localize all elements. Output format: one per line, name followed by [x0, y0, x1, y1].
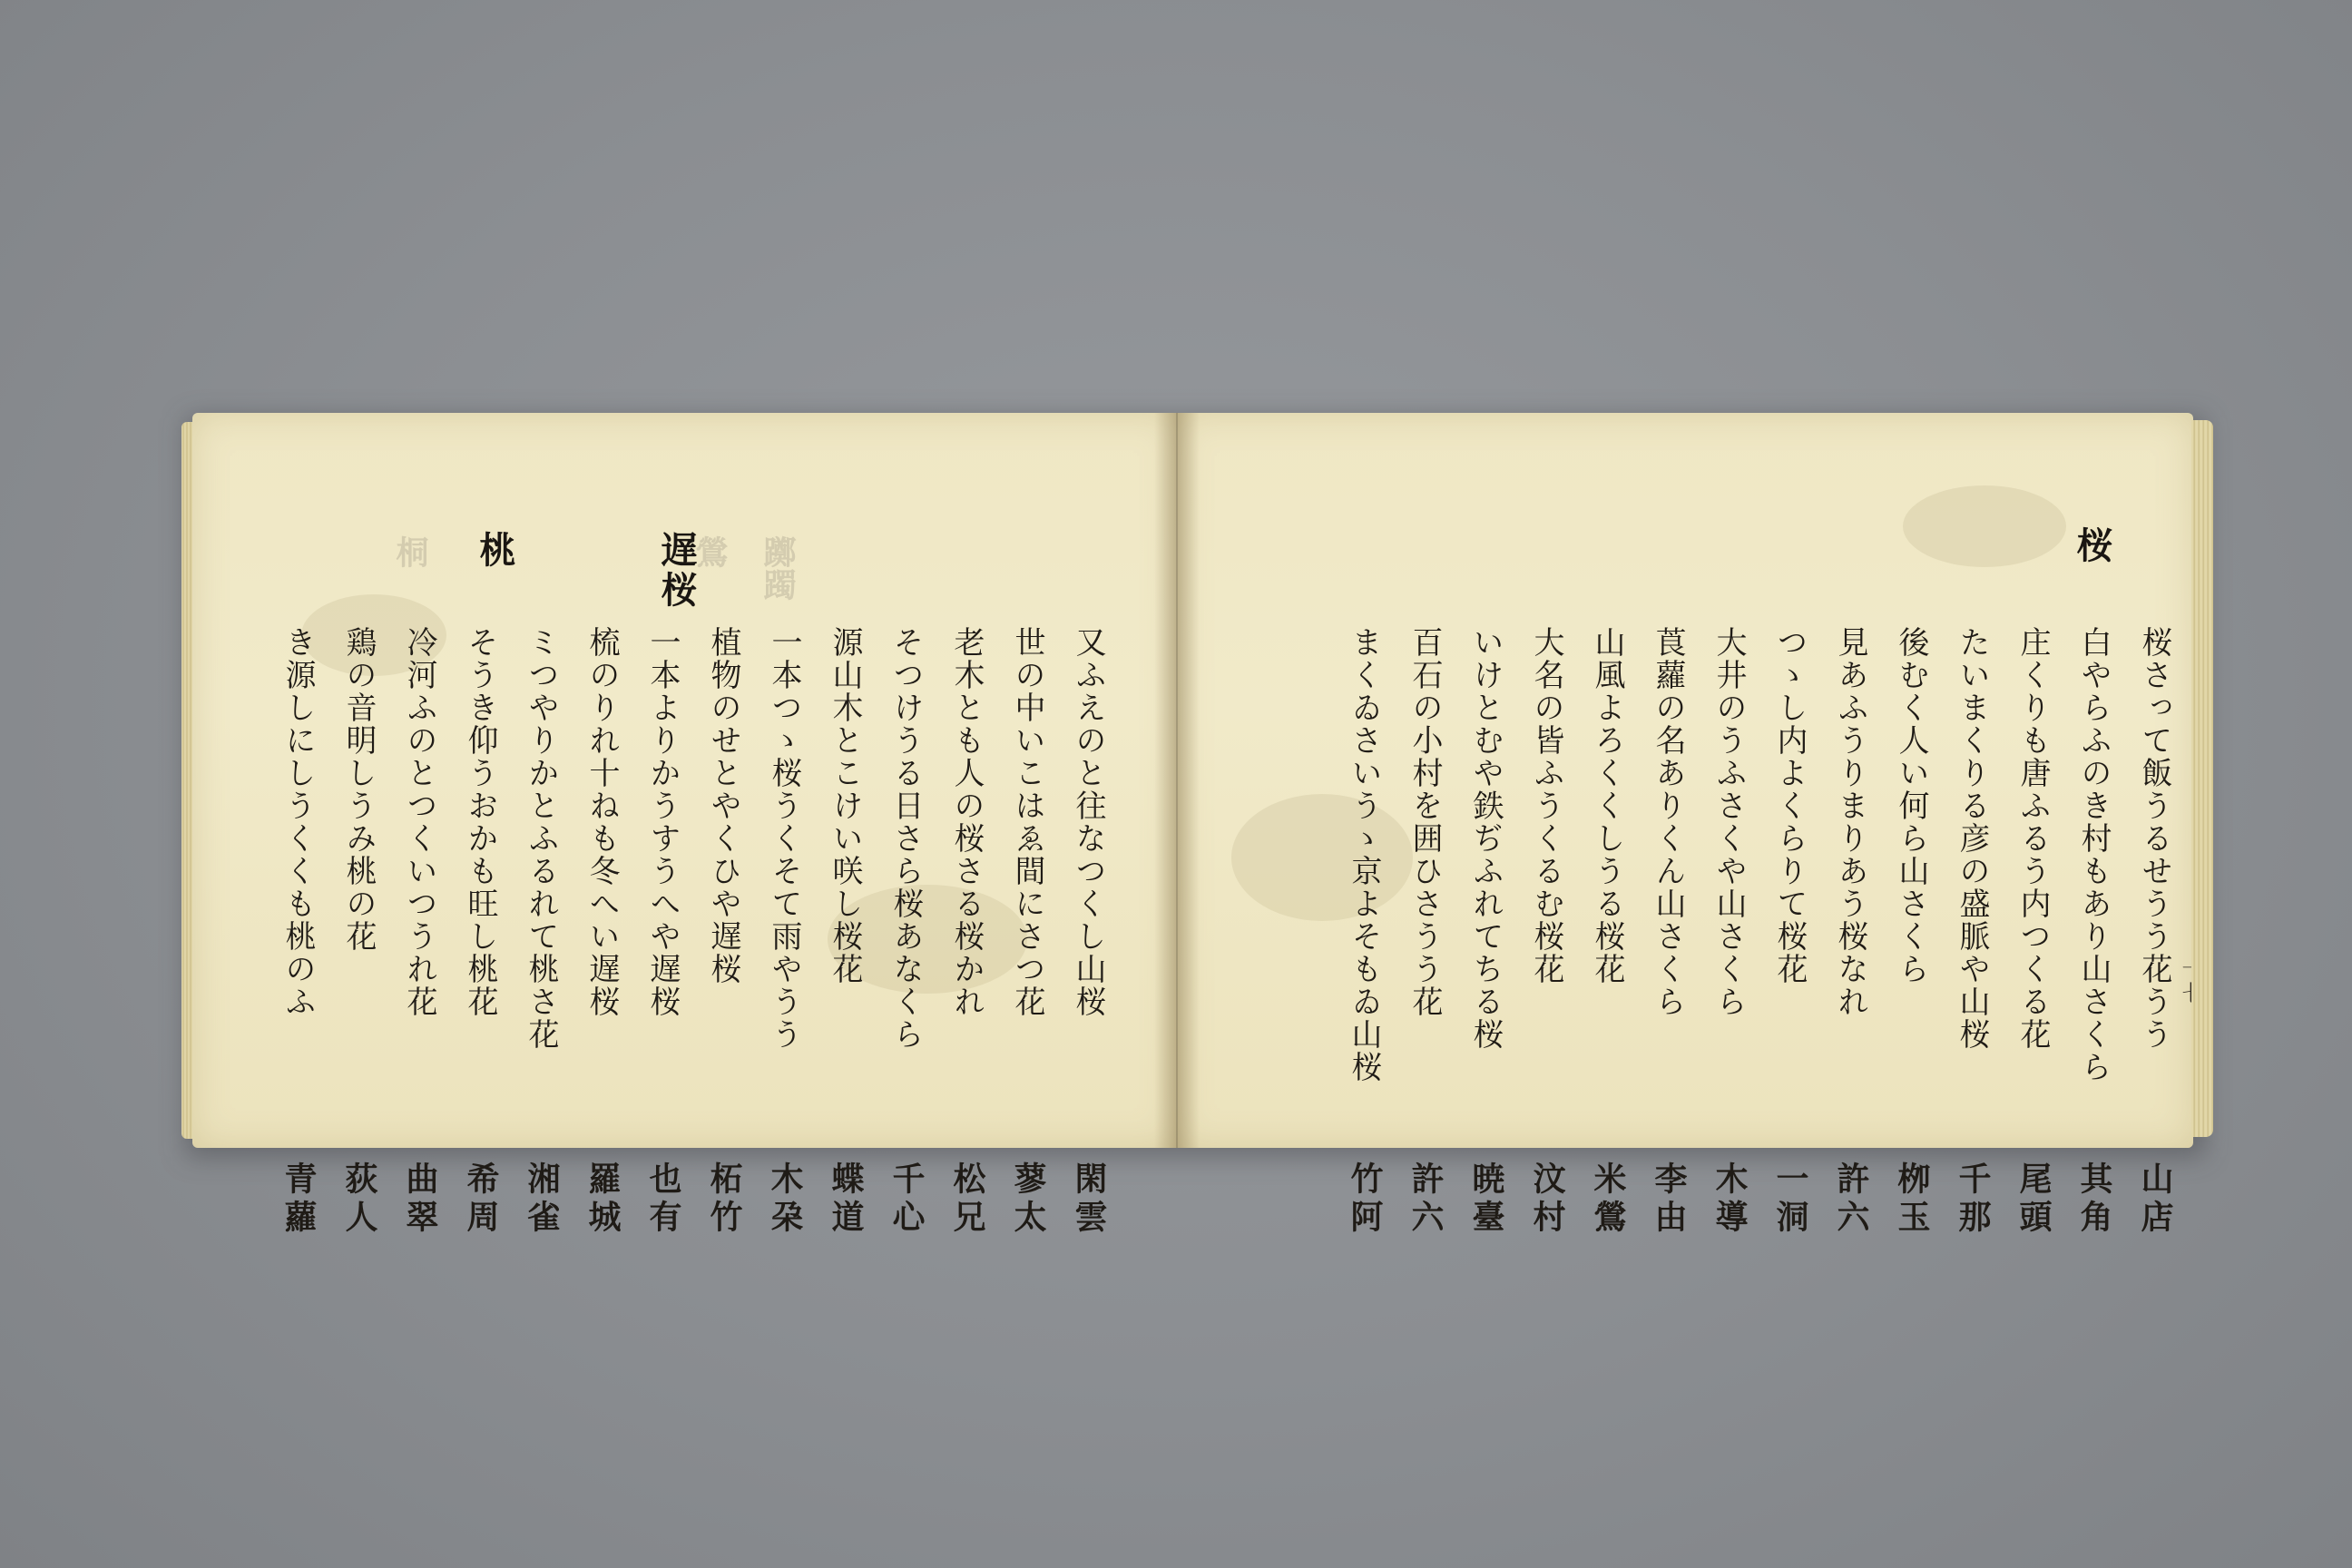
poet-name: 千心	[887, 1161, 926, 1238]
verse-column	[1589, 626, 1627, 1238]
verse-text: 大井のうふさくや山さくら	[1710, 626, 1747, 1018]
verse-column	[1954, 626, 1992, 1238]
verse-column	[1346, 626, 1384, 1238]
poet-name: 尾頭	[2014, 1161, 2053, 1238]
poet-name: 希周	[462, 1161, 500, 1238]
poet-name: 許六	[1406, 1161, 1445, 1238]
poet-name: 李由	[1650, 1161, 1688, 1238]
poet-name: 木導	[1710, 1161, 1749, 1238]
paper-stain	[1231, 794, 1413, 921]
verse-column	[1771, 626, 1809, 1238]
poet-name: 千那	[1954, 1161, 1992, 1238]
poet-name: 米鶯	[1589, 1161, 1627, 1238]
verse-column	[279, 626, 318, 1238]
verse-text: 莨蘿の名ありくん山さくら	[1650, 626, 1686, 1018]
verse-column	[2136, 626, 2174, 1238]
poet-name: 暁臺	[1467, 1161, 1505, 1238]
verse-text: 白やらふのき村もあり山さくら	[2075, 626, 2112, 1083]
verse-text: ミつやりかとふるれて桃さ花	[523, 626, 559, 1051]
poet-name: 荻人	[340, 1161, 378, 1238]
verse-column	[2014, 626, 2053, 1238]
section-heading-late-cherry: 遅桜	[655, 531, 698, 611]
poet-name: 蝶道	[827, 1161, 865, 1238]
open-book	[192, 413, 2193, 1238]
poet-name: 松兄	[948, 1161, 986, 1238]
show-through-text: 躑躅	[759, 535, 797, 601]
verse-column	[1710, 626, 1749, 1238]
verse-text: 一本よりかうすうへや遅桜	[644, 626, 681, 1018]
verse-column	[1893, 626, 1931, 1238]
poet-name: 木朶	[766, 1161, 804, 1238]
poet-name: 羅城	[583, 1161, 622, 1238]
section-heading-peach: 桃	[474, 531, 516, 571]
verse-column	[523, 626, 561, 1238]
poet-name: 許六	[1832, 1161, 1870, 1238]
verse-column	[2075, 626, 2113, 1238]
right-page	[1177, 413, 2193, 1238]
poet-name: 一洞	[1771, 1161, 1809, 1238]
verse-column	[340, 626, 378, 1238]
verse-column	[462, 626, 500, 1238]
verse-column	[1070, 626, 1108, 1238]
verse-text: 老木とも人の桜さる桜かれ	[948, 626, 985, 1018]
verse-text: 鶏の音明しうみ桃の花	[340, 626, 377, 953]
verse-column	[583, 626, 622, 1238]
poet-name: 青蘿	[279, 1161, 318, 1238]
poet-name: 其角	[2075, 1161, 2113, 1238]
verse-column	[1832, 626, 1870, 1238]
verse-text: 源山木とこけい咲し桜花	[827, 626, 863, 985]
book-gutter	[1154, 413, 1200, 1148]
verse-column	[705, 626, 743, 1238]
verse-text: つゝし内よくらりて桜花	[1771, 626, 1808, 985]
section-heading-cherry: 桜	[2071, 526, 2113, 566]
poet-name: 蓼太	[1009, 1161, 1047, 1238]
show-through-text: 鶯	[691, 535, 729, 568]
verse-text: き源しにしうくくも桃のふ	[279, 626, 316, 1018]
verse-column	[827, 626, 865, 1238]
verse-column	[401, 626, 439, 1238]
verse-column	[1528, 626, 1566, 1238]
left-page	[192, 413, 1177, 1238]
verse-column	[887, 626, 926, 1238]
verse-text: 後むく人い何ら山さくら	[1893, 626, 1929, 985]
verse-text: たいまくりる彦の盛脈や山桜	[1954, 626, 1990, 1051]
verse-text: 世の中いこはゑ間にさつ花	[1009, 626, 1045, 1018]
poet-name: 栁玉	[1893, 1161, 1931, 1238]
verse-text: そつけうる日さら桜あなくら	[887, 626, 924, 1051]
verse-column	[1406, 626, 1445, 1238]
verse-text: 植物のせとやくひや遅桜	[705, 626, 741, 985]
verse-column	[766, 626, 804, 1238]
poet-name: 山店	[2136, 1161, 2174, 1238]
poet-name: 閑雲	[1070, 1161, 1108, 1238]
verse-text: 桜さって飯うるせうう花うう	[2136, 626, 2172, 1051]
verse-text: そうき仰うおかも旺し桃花	[462, 626, 498, 1018]
verse-text: 山風よろくくしうる桜花	[1589, 626, 1625, 985]
verse-text: まくゐさいうゝ京よそもゐ山桜	[1346, 626, 1382, 1083]
verse-column	[1650, 626, 1688, 1238]
poet-name: 曲翠	[401, 1161, 439, 1238]
poet-name: 柘竹	[705, 1161, 743, 1238]
verse-text: 大名の皆ふうくるむ桜花	[1528, 626, 1564, 985]
verse-column	[948, 626, 986, 1238]
verse-text: いけとむや鉄ぢふれてちる桜	[1467, 626, 1504, 1051]
verse-text: 冷河ふのとつくいつうれ花	[401, 626, 437, 1018]
verse-column	[1467, 626, 1505, 1238]
verse-column	[644, 626, 682, 1238]
verse-text: 見あふうりまりあう桜なれ	[1832, 626, 1868, 1018]
verse-column	[1009, 626, 1047, 1238]
verse-text: 庄くりも唐ふるう内つくる花	[2014, 626, 2051, 1051]
right-page-edges	[2191, 420, 2213, 1137]
show-through-text: 桐	[391, 535, 429, 568]
paper-stain	[1903, 485, 2066, 567]
verse-text: 梳のりれ十ねも冬へい遅桜	[583, 626, 620, 1018]
poet-name: 竹阿	[1346, 1161, 1384, 1238]
verse-text: 百石の小村を囲ひさうう花	[1406, 626, 1443, 1018]
verse-text: 又ふえのと往なつくし山桜	[1070, 626, 1106, 1018]
poet-name: 也有	[644, 1161, 682, 1238]
verse-text: 一本つゝ桜うくそて雨やうう	[766, 626, 802, 1051]
poet-name: 汶村	[1528, 1161, 1566, 1238]
poet-name: 湘雀	[523, 1161, 561, 1238]
